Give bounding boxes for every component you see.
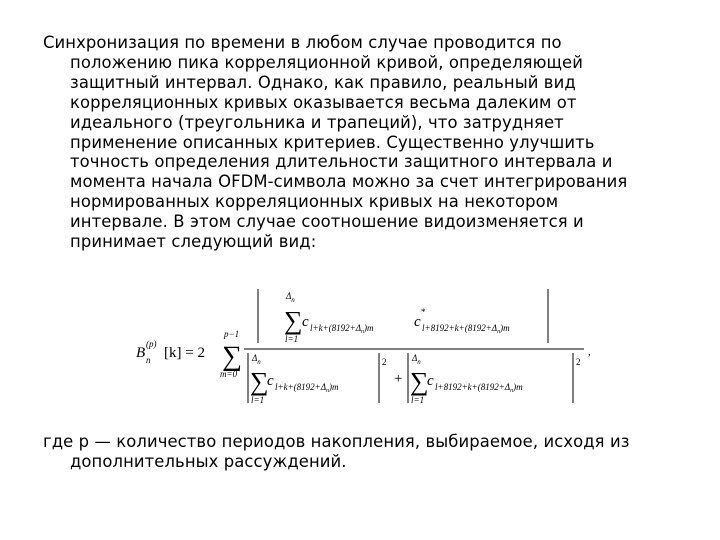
den2-sum-upper: $\Delta_n$ [412, 353, 421, 366]
num-c2-conj: * [421, 307, 426, 317]
den1-square: 2 [382, 357, 387, 367]
formula-lhs-n: n [146, 355, 151, 365]
outer-sum-lower: m=0 [220, 369, 238, 379]
text-line: Синхронизация по времени в любом случае проводится по [43, 33, 562, 52]
outer-sum-upper: p−1 [224, 329, 240, 339]
den-plus: + [394, 371, 403, 387]
text-line: дополнительных рассуждений. [70, 451, 347, 471]
den1-c-sub: $l+k+(8192+\Delta_n)m$ [275, 382, 339, 394]
text-line: нормированных корреляционных кривых на некотором [70, 192, 559, 212]
text-line: идеального (треугольника и трапеций), что затрудняет [70, 112, 564, 132]
text-line: момента начала OFDM-символа можно за счет интегрирования [70, 172, 628, 192]
correlation-formula [136, 285, 616, 415]
num-sum-sign: ∑ [284, 306, 303, 335]
text-line: положению пика корреляционной кривой, определяющей [70, 52, 583, 72]
text-line: интервале. В этом случае соотношение видоизменяется и [70, 212, 584, 232]
intro-paragraph [43, 33, 683, 252]
outer-sum-sign: ∑ [222, 341, 242, 372]
num-sum-upper: $\Delta_n$ [286, 291, 295, 304]
num-c1-sub: $l+k+(8192+\Delta_n)m$ [310, 323, 374, 335]
den2-square: 2 [576, 357, 581, 367]
num-sum-lower: l=1 [285, 334, 299, 344]
den1-c: c [267, 373, 274, 389]
den1-sum-sign: ∑ [250, 367, 269, 396]
den2-c: c [427, 373, 434, 389]
num-c2-sub: $l+8192+k+(8192+\Delta_n)m$ [422, 323, 510, 335]
den1-sum-lower: l=1 [251, 395, 265, 405]
num-c2: c [414, 314, 421, 330]
text-line: защитный интервал. Однако, как правило, реальный вид [70, 72, 576, 92]
text-line: применение описанных критериев. Существенно улучшить [70, 132, 595, 152]
formula-lhs-p: (p) [146, 339, 157, 349]
den2-sum-sign: ∑ [410, 367, 429, 396]
text-line: принимает следующий вид: [70, 232, 317, 252]
den2-c-sub: $l+8192+k+(8192+\Delta_n)m$ [435, 382, 523, 394]
definition-paragraph [43, 432, 683, 472]
text-line: корреляционных кривых оказывается весьма далеким от [70, 92, 577, 112]
text-line: где p — количество периодов накопления, выбираемое, исходя из [43, 432, 630, 451]
formula-lhs-k: [k] = 2 [164, 345, 205, 361]
num-c1: c [302, 314, 309, 330]
den1-sum-upper: $\Delta_n$ [252, 353, 261, 366]
formula-comma: , [588, 346, 591, 358]
den2-sum-lower: l=1 [411, 395, 425, 405]
text-line: точность определения длительности защитного интервала и [70, 152, 613, 172]
formula-lhs-b: B [136, 345, 146, 361]
